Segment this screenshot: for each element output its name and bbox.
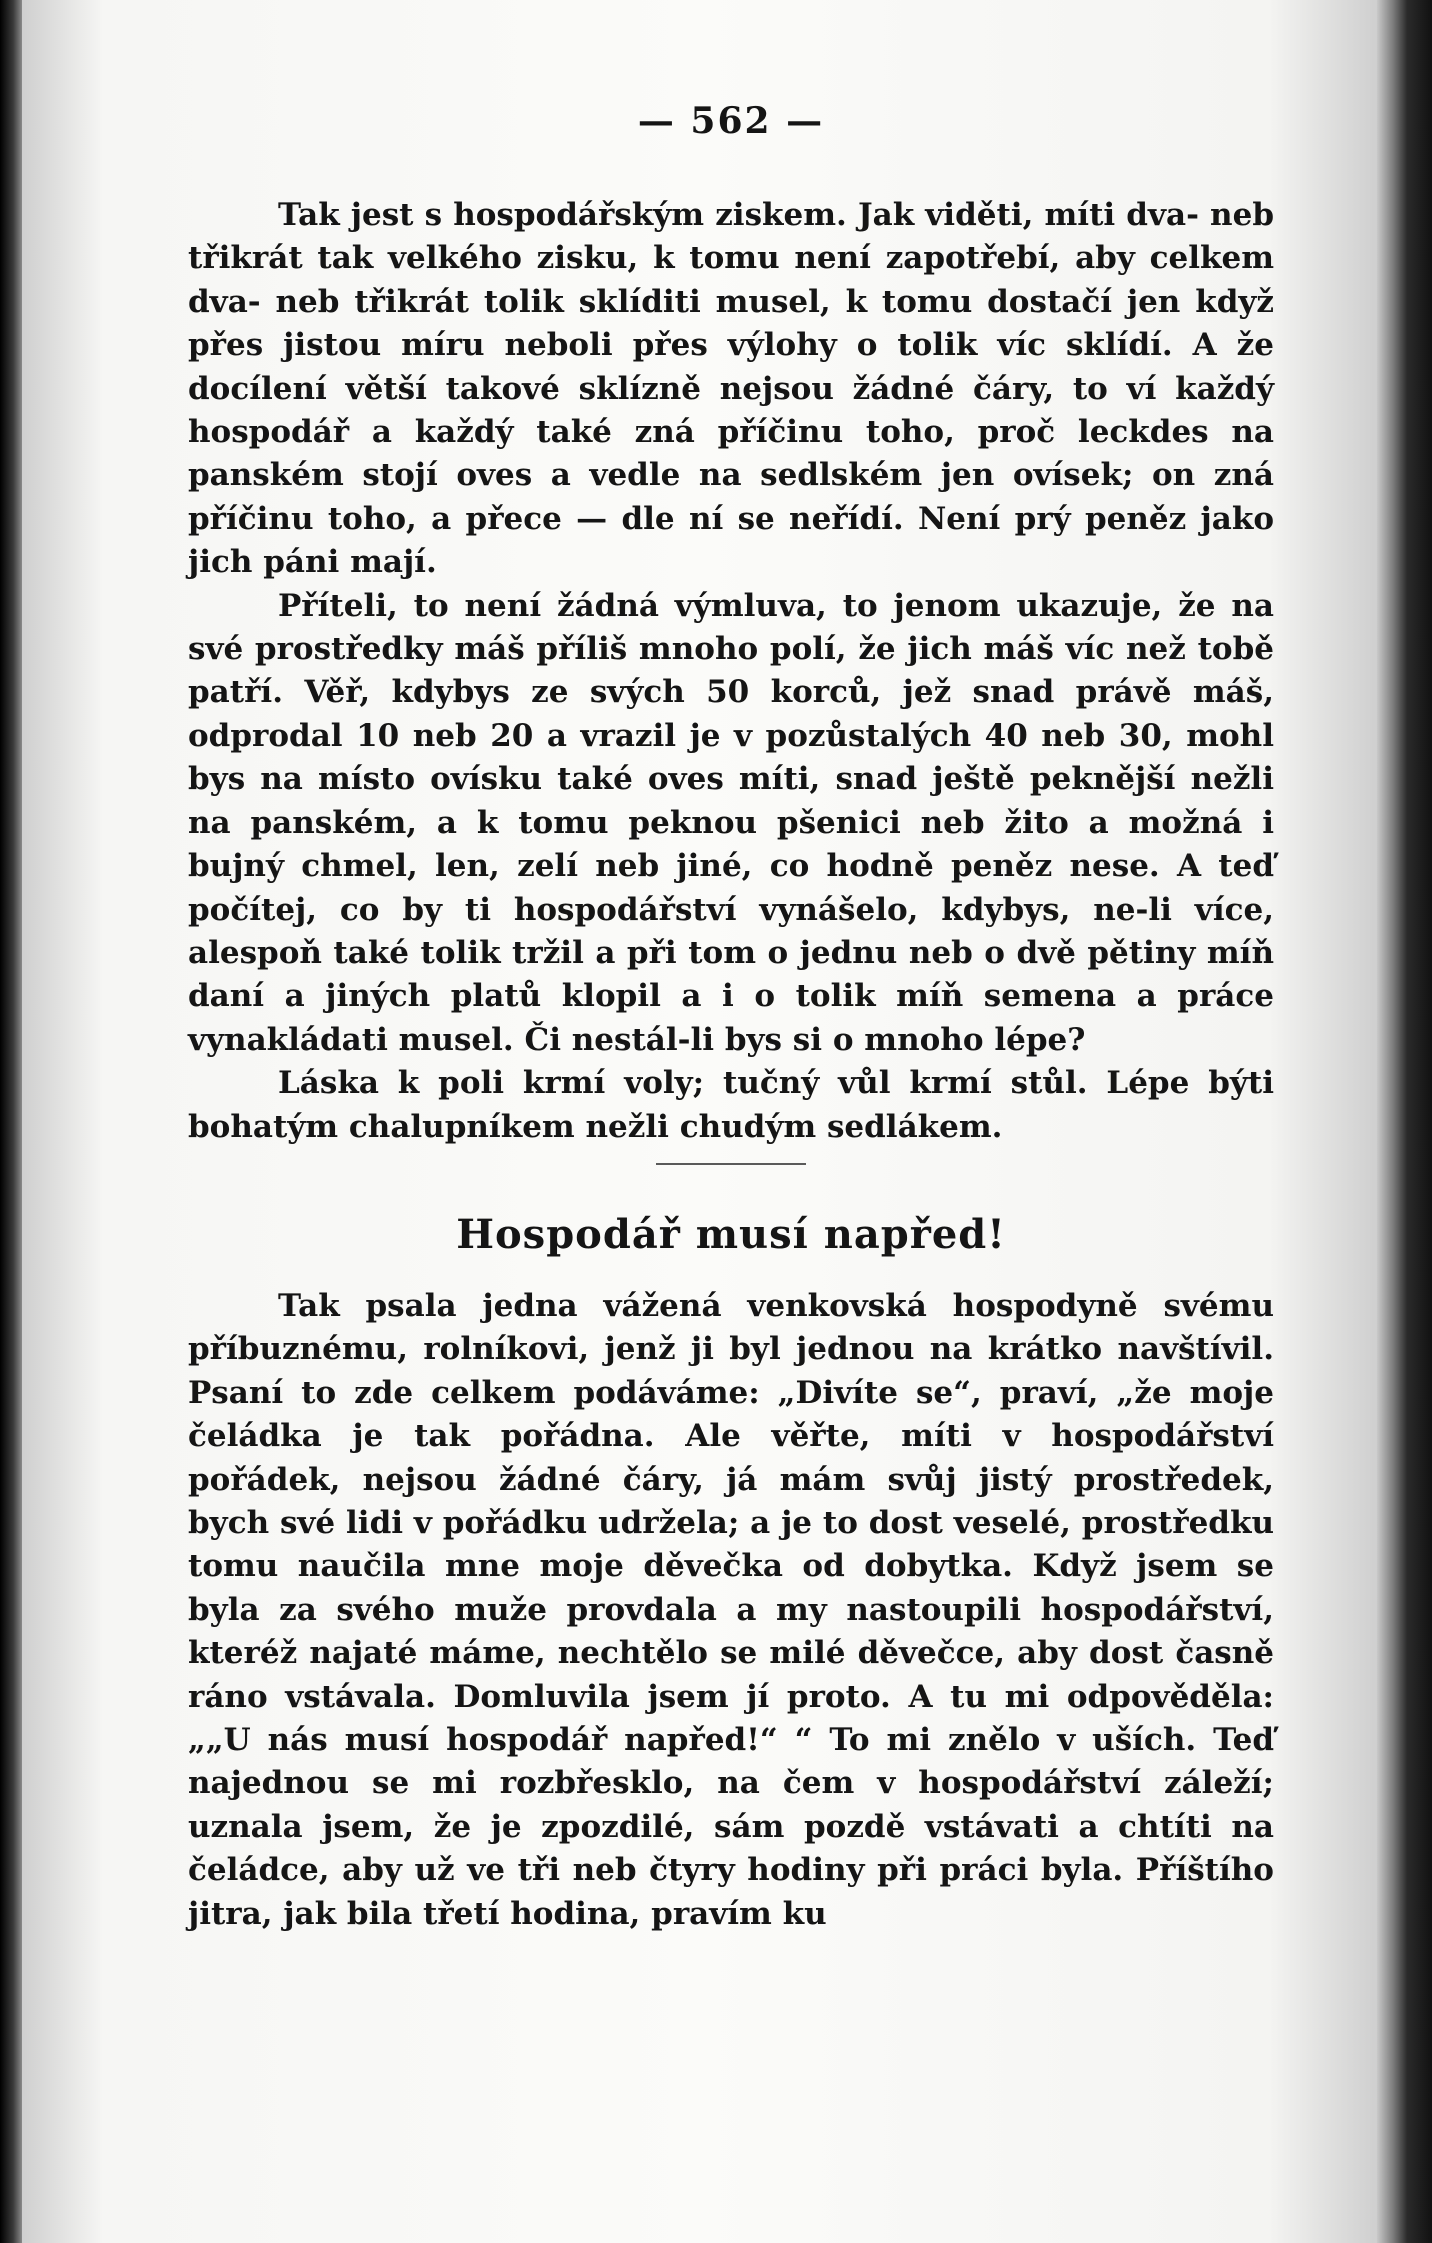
- page-number: — 562 —: [637, 100, 825, 142]
- paper-sheet: [22, 0, 1377, 2243]
- text-block: [188, 100, 1274, 1936]
- paragraph-proverb: Láska k poli krmí voly; tučný vůl krmí stůl. Lépe býti bohatým chalupníkem nežli chudým sedlákem.: [188, 1065, 1274, 1145]
- binding-shadow-left: [0, 0, 22, 2243]
- section-heading: Hospodář musí napřed!: [456, 1210, 1006, 1258]
- paragraph-letter: Tak psala jedna vážená venkovská hospodyně svému příbuznému, rolníkovi, jenž ji byl jednou na krátko navštívil. Psaní to zde celkem podáváme: „Divíte se“, praví, „že moje čeládka je tak pořádna. Ale věřte, míti v hospodářství pořádek, nejsou žádné čáry, já mám svůj jistý prostředek, bych své lidi v pořádku udržela; a je to dost veselé, prostředku tomu naučila mne moje děvečka od dobytka. Když jsem se byla za svého muže provdala a my nastoupili hospodářství, kteréž najaté máme, nechtělo se milé děvečce, aby dost časně ráno vstávala. Domluvila jsem jí proto. A tu mi odpověděla: „„U nás musí hospodář napřed!“ “ To mi znělo v uších. Teď najednou se mi rozbřesklo, na čem v hospodářství záleží; uznala jsem, že je zpozdilé, sám pozdě vstávati a chtíti na čeládce, aby už ve tři neb čtyry hodiny při práci byla. Příštího jitra, jak bila třetí hodina, pravím ku: [188, 1287, 1274, 1932]
- paragraph-profit: Tak jest s hospodářským ziskem. Jak viděti, míti dva- neb třikrát tak velkého zisku, k tomu není zapotřebí, aby celkem dva- neb třikrát tolik sklíditi musel, k tomu dostačí jen když přes jistou míru neboli přes výlohy o tolik víc sklídí. A že docílení větší takové sklízně nejsou žádné čáry, to ví každý hospodář a každý také zná příčinu toho, proč leckdes na panském stojí oves a vedle na sedlském jen ovísek; on zná příčinu toho, a přece — dle ní se neřídí. Není prý peněz jako jich páni mají.: [188, 197, 1274, 581]
- section-divider: [656, 1163, 806, 1165]
- binding-shadow-right: [1377, 0, 1432, 2243]
- paragraph-advice: Příteli, to není žádná výmluva, to jenom ukazuje, že na své prostředky máš příliš mnoho polí, že jich máš víc než tobě patří. Věř, kdybys ze svých 50 korců, jež snad právě máš, odprodal 10 neb 20 a vrazil je v pozůstalých 40 neb 30, mohl bys na místo ovísku také oves míti, snad ještě peknější nežli na panském, a k tomu peknou pšenici neb žito a možná i bujný chmel, len, zelí neb jiné, co hodně peněz nese. A teď počítej, co by ti hospodářství vynášelo, kdybys, ne-li více, alespoň také tolik tržil a při tom o jednu neb o dvě pětiny míň daní a jiných platů klopil a i o tolik míň semena a práce vynakládati musel. Či nestál-li bys si o mnoho lépe?: [188, 587, 1274, 1058]
